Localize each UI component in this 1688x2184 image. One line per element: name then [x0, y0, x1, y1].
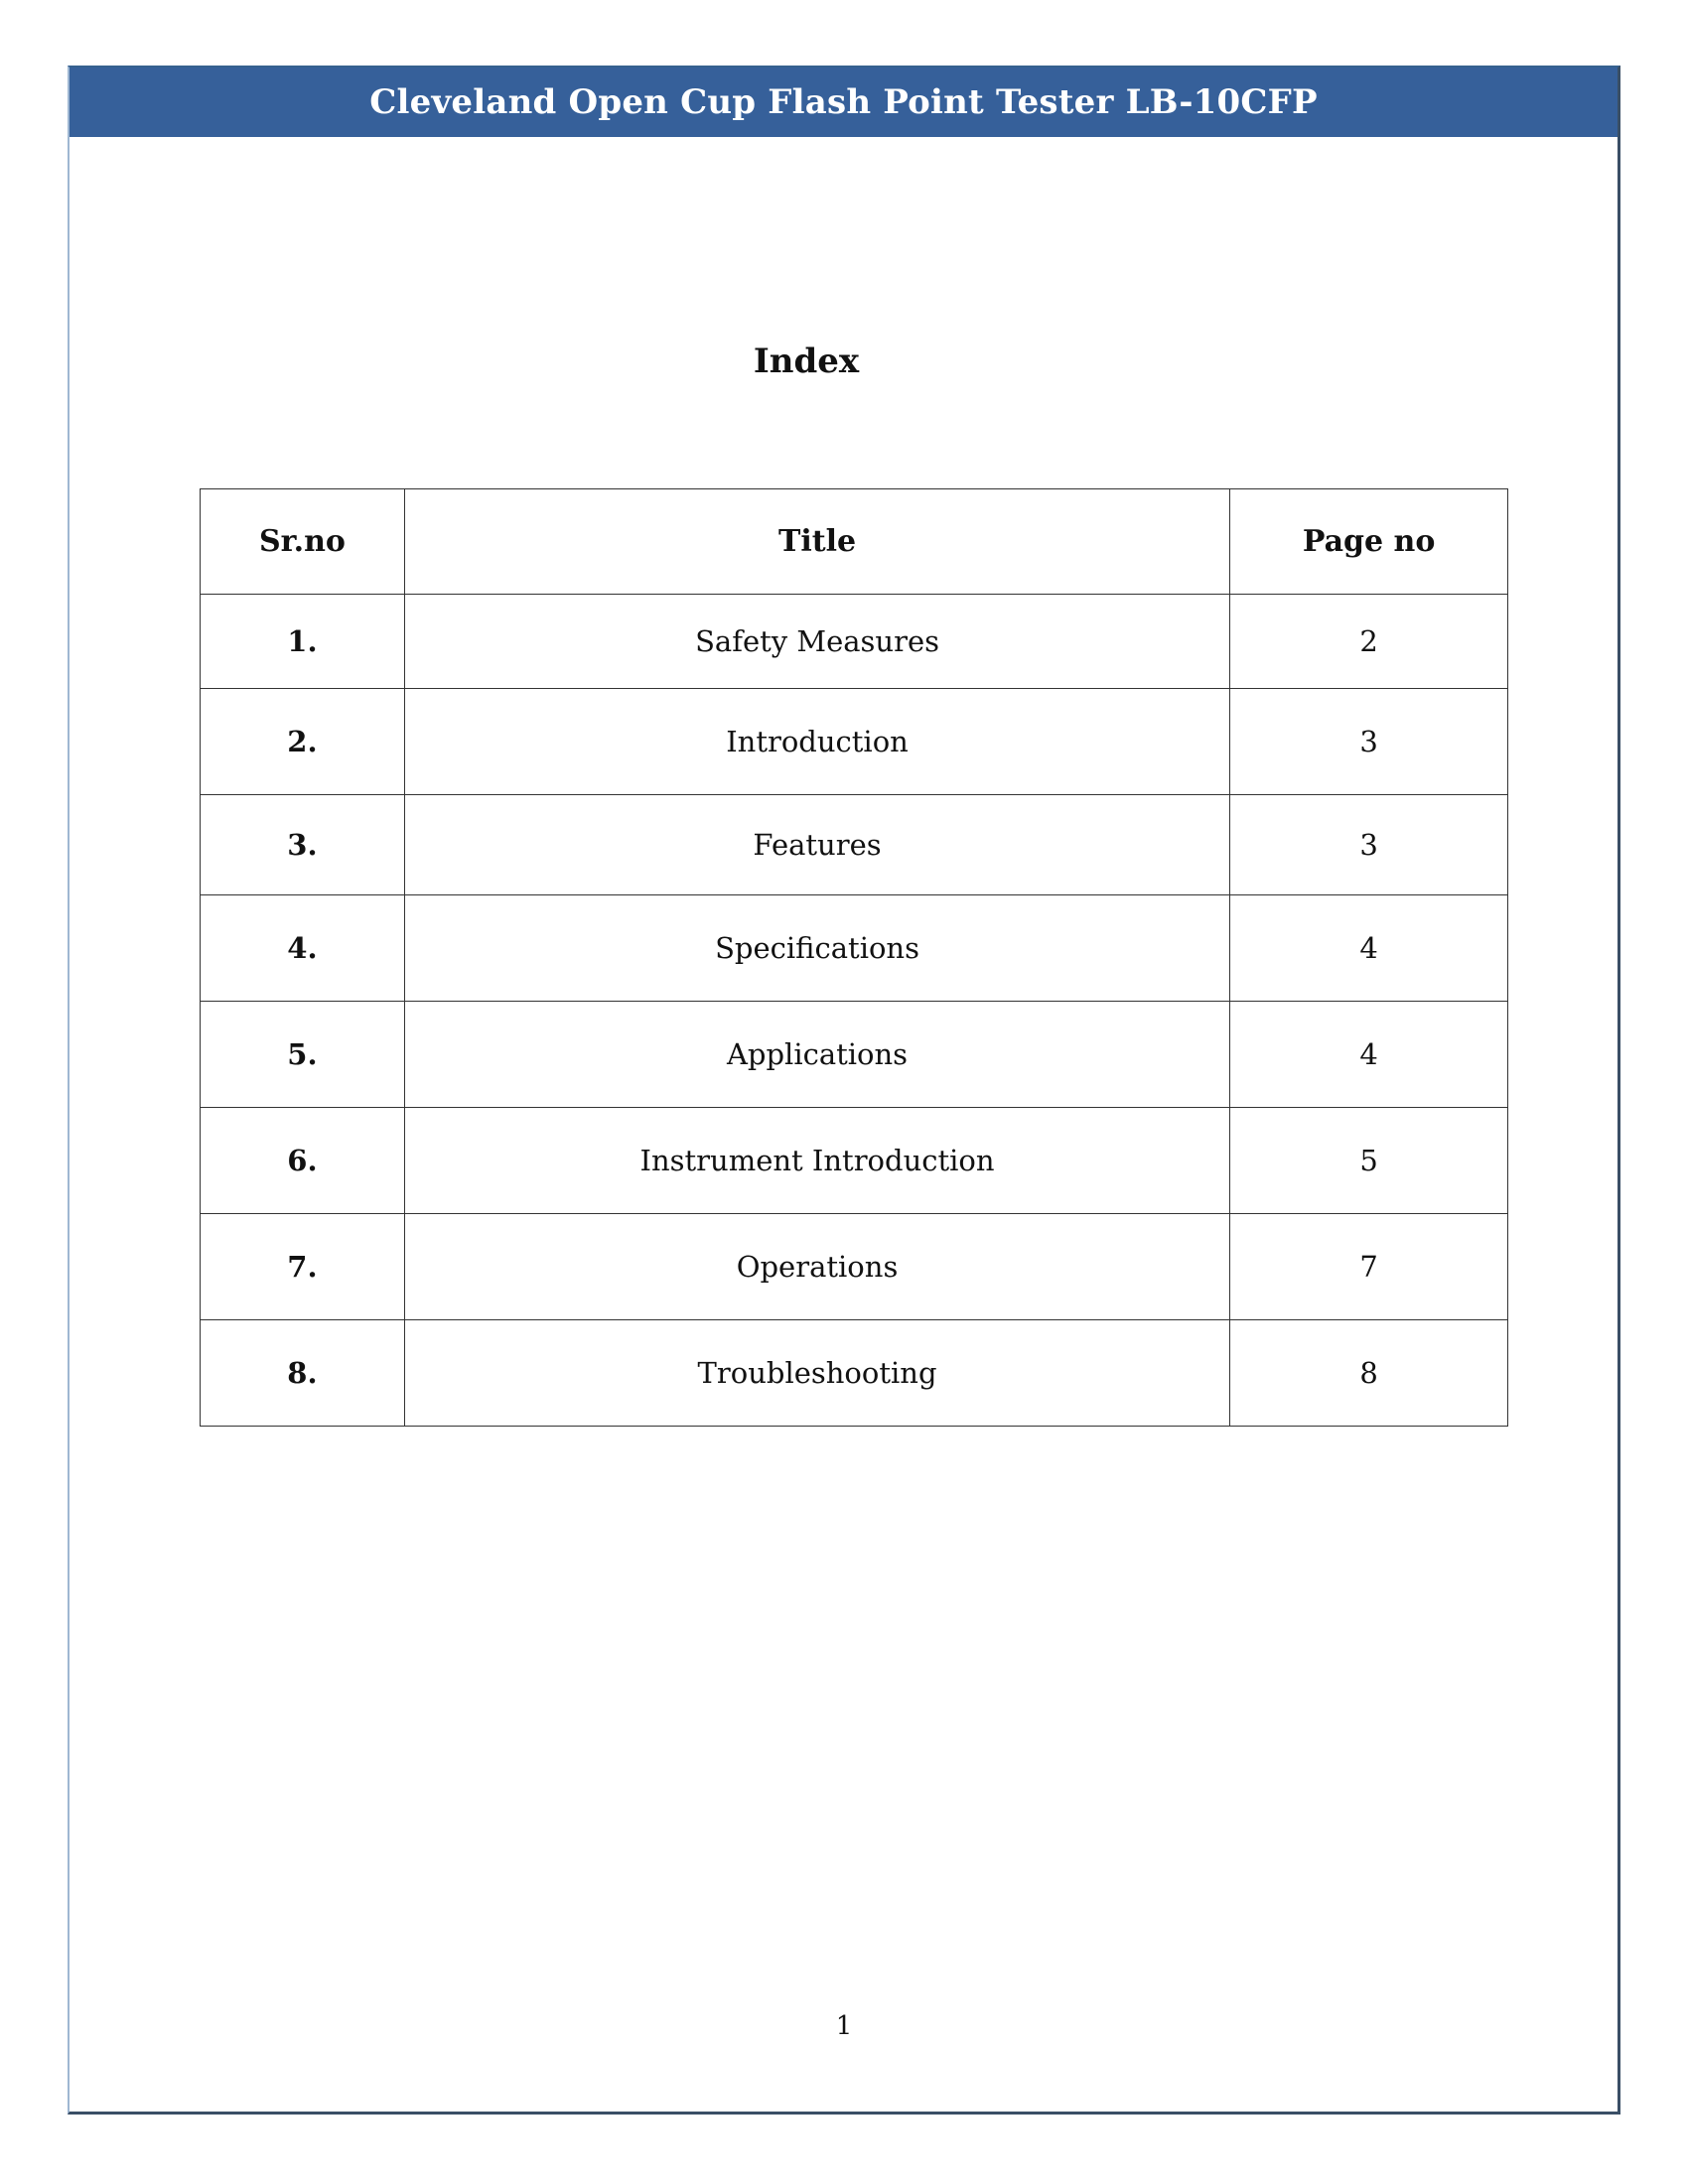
table-row: [201, 795, 1508, 895]
row-title: Specifications: [404, 895, 1229, 1002]
column-header-title: Title: [404, 489, 1229, 595]
row-sr-no: 6.: [201, 1108, 405, 1214]
row-sr-no: 1.: [201, 595, 405, 689]
row-title: Introduction: [404, 689, 1229, 795]
table-row: [201, 595, 1508, 689]
row-title: Applications: [404, 1002, 1229, 1108]
row-title: Safety Measures: [404, 595, 1229, 689]
table-header-row: [201, 489, 1508, 595]
row-sr-no: 8.: [201, 1320, 405, 1427]
header-band: [70, 68, 1618, 137]
table-row: [201, 1320, 1508, 1427]
row-page-no: 8: [1230, 1320, 1508, 1427]
row-page-no: 3: [1230, 689, 1508, 795]
index-table: [200, 488, 1508, 1427]
row-sr-no: 2.: [201, 689, 405, 795]
document-title: Cleveland Open Cup Flash Point Tester LB-10CFP: [369, 82, 1318, 122]
table-row: [201, 1002, 1508, 1108]
row-sr-no: 5.: [201, 1002, 405, 1108]
column-header-page-no: Page no: [1230, 489, 1508, 595]
table-row: [201, 895, 1508, 1002]
row-title: Operations: [404, 1214, 1229, 1320]
page-number: 1: [835, 2011, 853, 2041]
table-row: [201, 1108, 1508, 1214]
row-title: Instrument Introduction: [404, 1108, 1229, 1214]
row-page-no: 7: [1230, 1214, 1508, 1320]
table-row: [201, 689, 1508, 795]
row-sr-no: 4.: [201, 895, 405, 1002]
row-title: Troubleshooting: [404, 1320, 1229, 1427]
table-row: [201, 1214, 1508, 1320]
row-page-no: 5: [1230, 1108, 1508, 1214]
index-heading: Index: [753, 341, 860, 381]
row-sr-no: 3.: [201, 795, 405, 895]
row-page-no: 3: [1230, 795, 1508, 895]
row-page-no: 4: [1230, 1002, 1508, 1108]
row-page-no: 4: [1230, 895, 1508, 1002]
column-header-sr-no: Sr.no: [201, 489, 405, 595]
row-sr-no: 7.: [201, 1214, 405, 1320]
row-title: Features: [404, 795, 1229, 895]
row-page-no: 2: [1230, 595, 1508, 689]
